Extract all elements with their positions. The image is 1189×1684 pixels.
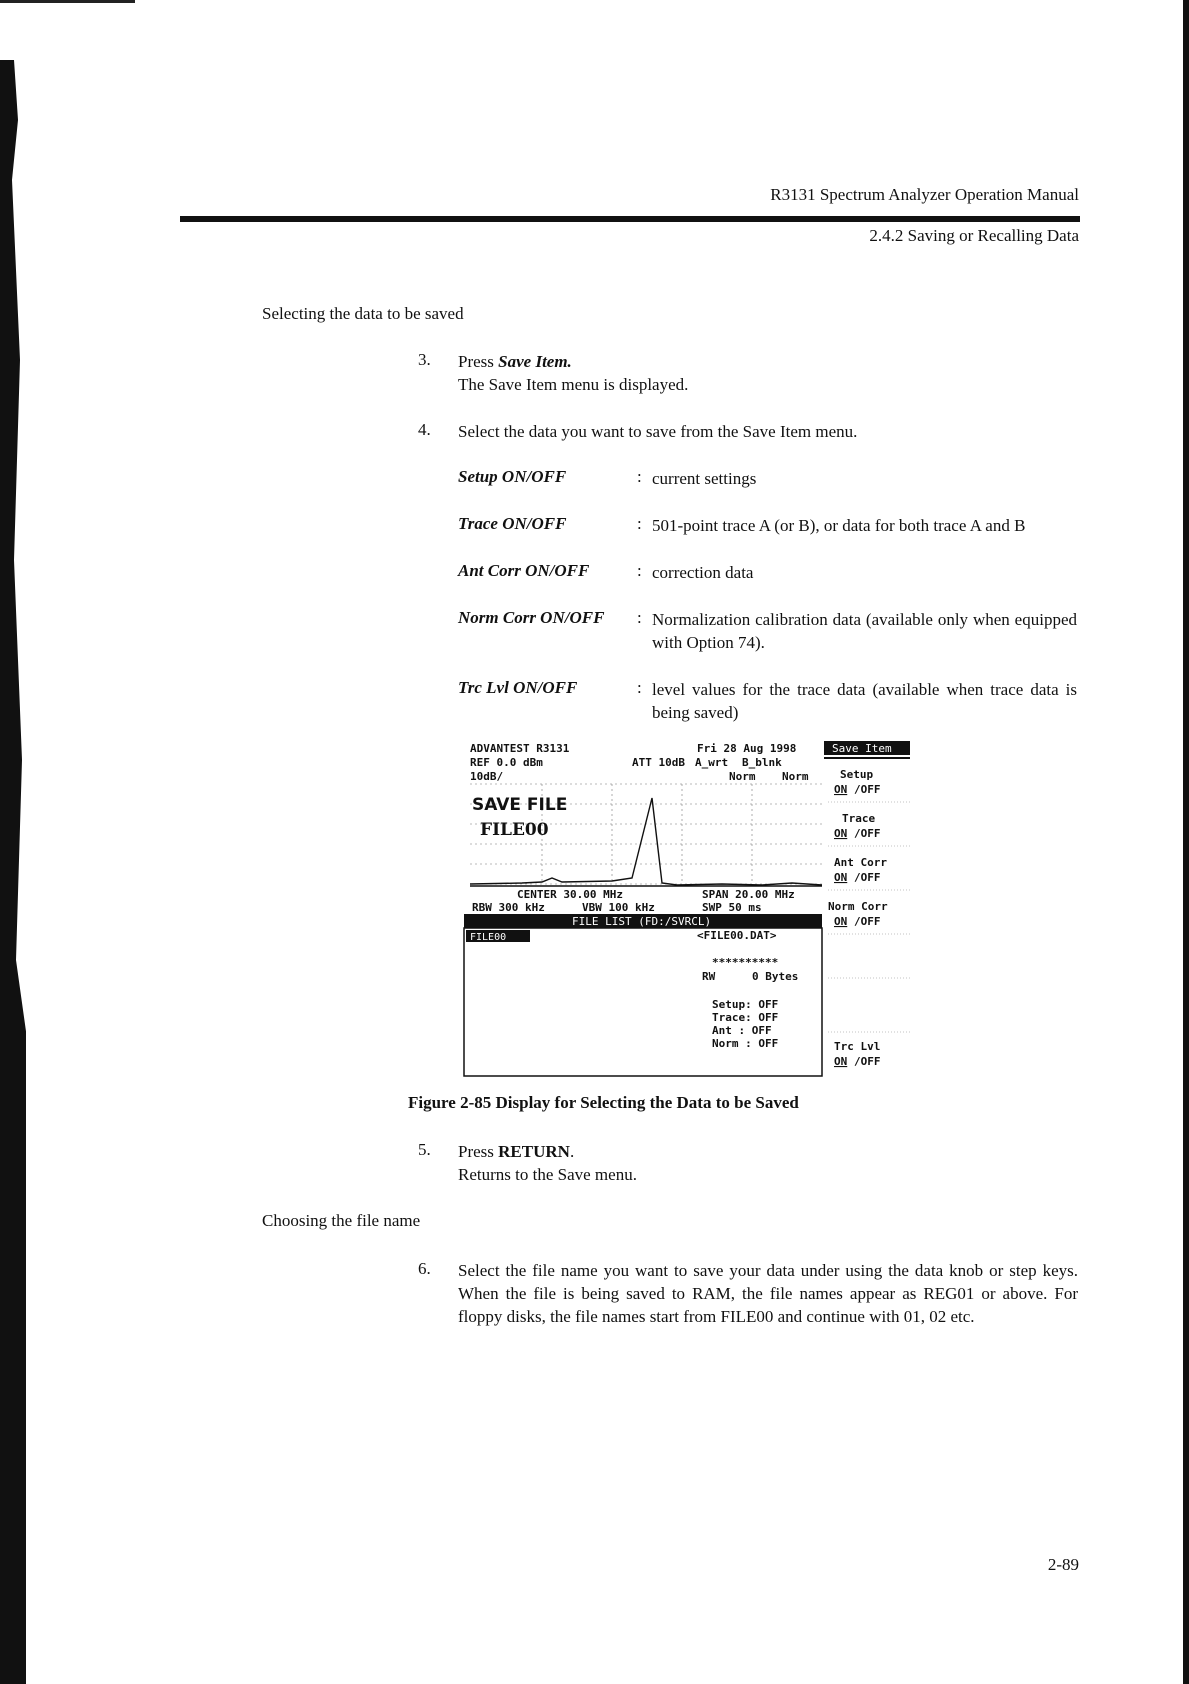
item-key-ant-corr: Ant Corr ON/OFF (458, 561, 590, 580)
norm-status: Norm : OFF (712, 1037, 779, 1050)
screen-date: Fri 28 Aug 1998 (697, 742, 797, 755)
analyzer-screen (462, 738, 914, 1080)
step-3-prefix: Press (458, 352, 499, 371)
step-5-result: Returns to the Save menu. (458, 1165, 637, 1184)
item-colon: : (637, 561, 642, 580)
figure-caption: Figure 2-85 Display for Selecting the Data to be Saved (408, 1093, 799, 1112)
softkey-trc-lvl-label: Trc Lvl (834, 1040, 881, 1053)
softkey-trc-lvl-on: ON (834, 1055, 848, 1068)
item-desc-norm-corr: Normalization calibration data (available only when equipped with Option 74). (652, 610, 1077, 652)
softkey-trace-off: /OFF (854, 827, 881, 840)
screen-trace-a: A_wrt (695, 756, 729, 769)
setup-status: Setup: OFF (712, 998, 779, 1011)
screen-norm-a: Norm (729, 770, 756, 783)
scan-edge-right (1183, 0, 1189, 1684)
item-key-norm-corr: Norm Corr ON/OFF (458, 608, 605, 627)
step-4-text: Select the data you want to save from the Save Item menu. (458, 422, 858, 441)
step-number: 5. (418, 1140, 431, 1159)
step-5-suffix: . (569, 1142, 575, 1161)
softkey-norm-corr-on: ON (834, 915, 848, 928)
screen-ref: REF 0.0 dBm (470, 756, 543, 769)
step-6-text: Select the file name you want to save your data under using the data knob or step keys. When the file is being saved to RAM, the file names appear as REG01 or above. For floppy disks, the file names start from FILE00 and continue with 01, 02 etc. (458, 1261, 1078, 1326)
ant-status: Ant : OFF (712, 1024, 772, 1037)
item-colon: : (637, 514, 642, 533)
item-desc-trc-lvl: level values for the trace data (available when trace data is being saved) (652, 680, 1077, 722)
softkey-trace-on: ON (834, 827, 848, 840)
file-stars: ********** (712, 956, 779, 969)
trace-status: Trace: OFF (712, 1011, 779, 1024)
item-colon: : (637, 608, 642, 627)
step-5-text (458, 1140, 637, 1186)
softkey-setup-off: /OFF (854, 783, 881, 796)
step-number: 6. (418, 1259, 431, 1278)
file-name: <FILE00.DAT> (697, 929, 777, 942)
item-desc-trace: 501-point trace A (or B), or data for both trace A and B (652, 516, 1026, 535)
softkey-trace-label: Trace (842, 812, 876, 825)
softkey-norm-corr-off: /OFF (854, 915, 881, 928)
step-5-prefix: Press (458, 1142, 499, 1161)
screen-center: CENTER 30.00 MHz (517, 888, 623, 901)
item-key-trace: Trace ON/OFF (458, 514, 567, 533)
menu-title: Save Item (832, 742, 892, 755)
scan-edge-left (0, 60, 26, 1684)
item-colon: : (637, 678, 642, 697)
save-file-label: SAVE FILE (472, 795, 568, 815)
section-heading: Choosing the file name (262, 1211, 421, 1230)
file-bytes: 0 Bytes (752, 970, 799, 983)
screen-scale: 10dB/ (470, 770, 504, 783)
item-colon: : (637, 467, 642, 486)
softkey-setup-label: Setup (840, 768, 874, 781)
softkey-trc-lvl-off: /OFF (854, 1055, 881, 1068)
softkey-ant-corr-on: ON (834, 871, 848, 884)
item-desc-setup: current settings (652, 469, 757, 488)
selected-file: FILE00 (470, 932, 507, 943)
item-desc-ant-corr: correction data (652, 563, 754, 582)
screen-att: ATT 10dB (632, 756, 685, 769)
header-rule (180, 216, 1080, 222)
softkey-ant-corr-off: /OFF (854, 871, 881, 884)
softkey-norm-corr-label: Norm Corr (828, 900, 888, 913)
screen-model: ADVANTEST R3131 (470, 742, 570, 755)
screen-swp: SWP 50 ms (702, 901, 762, 914)
save-item-key: Save Item. (498, 352, 572, 371)
step-number: 4. (418, 420, 431, 439)
item-key-setup: Setup ON/OFF (458, 467, 567, 486)
section-title: 2.4.2 Saving or Recalling Data (869, 226, 1079, 245)
step-3-result: The Save Item menu is displayed. (458, 375, 689, 394)
softkey-setup-on: ON (834, 783, 848, 796)
screen-span: SPAN 20.00 MHz (702, 888, 795, 901)
section-heading: Selecting the data to be saved (262, 304, 464, 323)
step-3-text (458, 350, 688, 396)
screen-rbw: RBW 300 kHz (472, 901, 545, 914)
screen-trace-b: B_blnk (742, 756, 782, 769)
file-list-title: FILE LIST (FD:/SVRCL) (572, 915, 712, 928)
scan-edge-top (0, 0, 135, 3)
file-rw: RW (702, 970, 716, 983)
manual-title: R3131 Spectrum Analyzer Operation Manual (770, 185, 1079, 204)
softkey-ant-corr-label: Ant Corr (834, 856, 887, 869)
item-key-trc-lvl: Trc Lvl ON/OFF (458, 678, 578, 697)
return-key: RETURN (498, 1142, 570, 1161)
screen-norm-b: Norm (782, 770, 809, 783)
save-file-name: FILE00 (480, 820, 549, 840)
screen-vbw: VBW 100 kHz (582, 901, 655, 914)
step-number: 3. (418, 350, 431, 369)
page-number: 2-89 (1047, 1555, 1079, 1574)
